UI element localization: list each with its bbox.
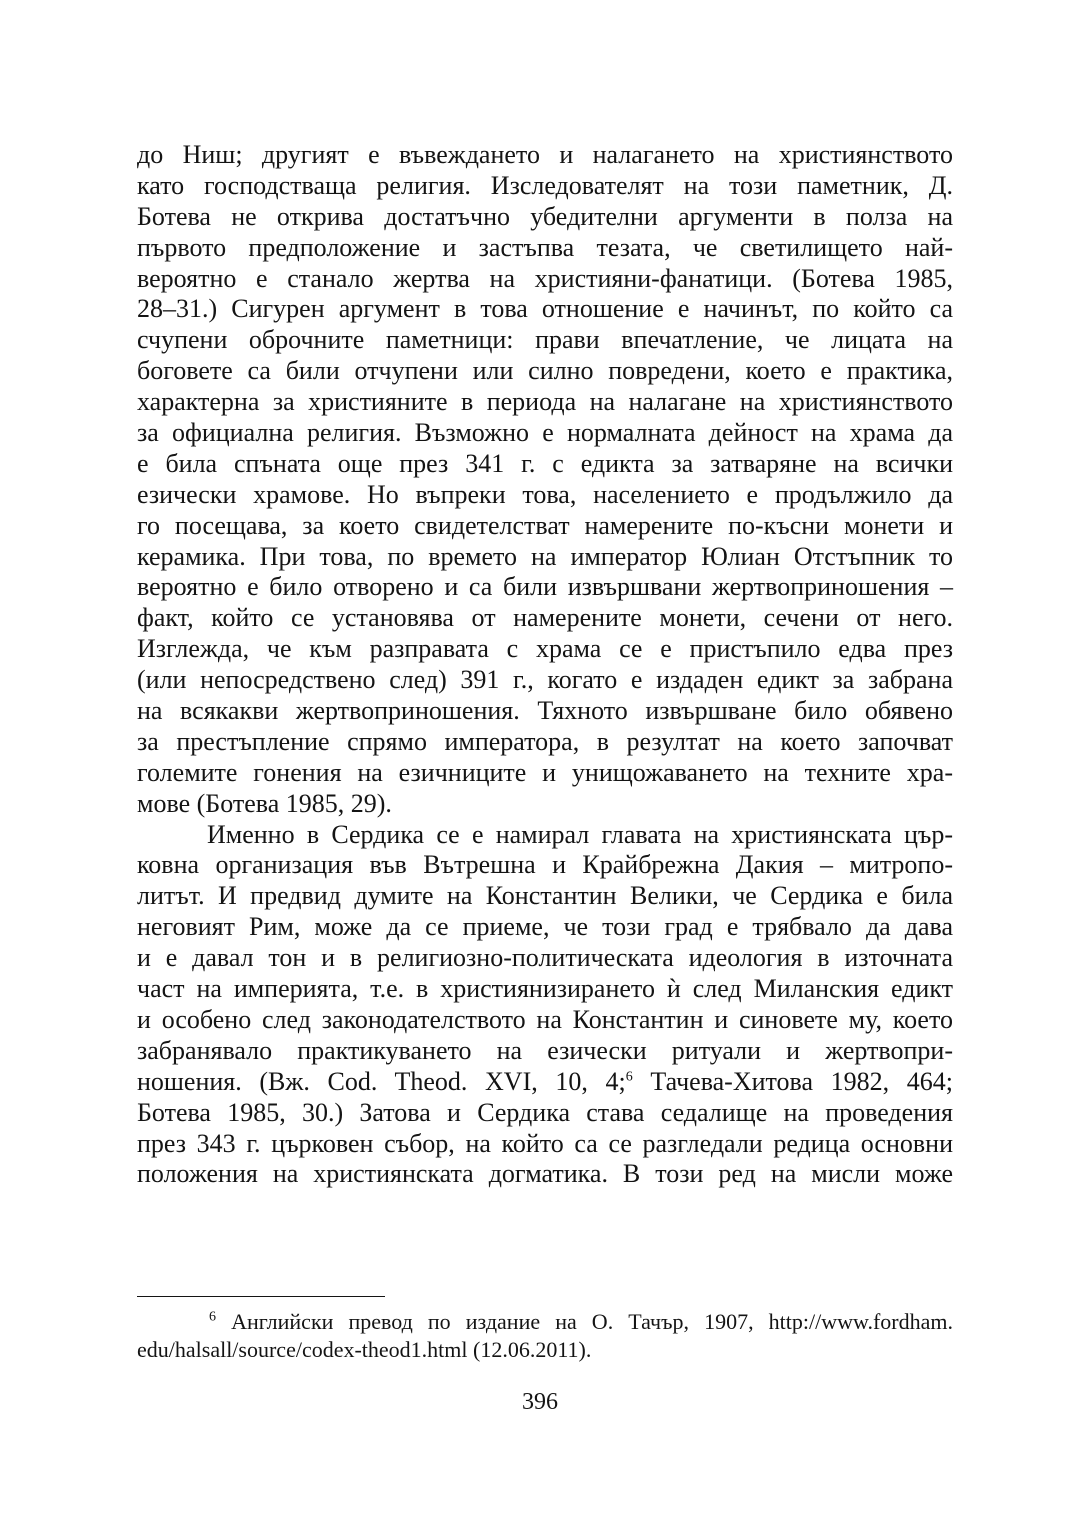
text-line: Изглежда, че към разправата с храма се е пристъпило едва през <box>137 634 953 664</box>
text-line: неговият Рим, може да се приеме, че този град е трябвало да дава <box>137 912 953 942</box>
text-line: литът. И предвид думите на Константин Велики, че Сердика е била <box>137 881 953 911</box>
text-segment: Тачева-Хитова 1982, 464; <box>632 1066 953 1096</box>
text-line: счупени оброчните паметници: прави впечатление, че лицата на <box>137 325 953 355</box>
text-line: големите гонения на езичниците и унищожаването на техните хра- <box>137 757 953 787</box>
text-line: вероятно е станало жертва на християни-фанатици. (Ботева 1985, <box>137 263 953 293</box>
text-line: керамика. При това, по времето на император Юлиан Отстъпник то <box>137 541 953 571</box>
text-line: за престъпление спрямо императора, в резултат на което започват <box>137 726 953 756</box>
text-line: го посещава, за което свидетелстват намерените по-късни монети и <box>137 510 953 540</box>
text-line: ковна организация във Вътрешна и Крайбрежна Дакия – митропо- <box>137 850 953 880</box>
text-line: е била спъната още през 341 г. с едикта за затваряне на всички <box>137 448 953 478</box>
text-line: Ботева 1985, 30.) Затова и Сердика става седалище на проведения <box>137 1097 953 1127</box>
text-line: характерна за християните в периода на налагане на християнството <box>137 387 953 417</box>
text-line: Ботева не открива достатъчно убедителни аргументи в полза на <box>137 201 953 231</box>
text-line: на всякакви жертвоприношения. Тяхното извършване било обявено <box>137 696 953 726</box>
text-line: езически храмове. Но въпреки това, населението е продължило да <box>137 479 953 509</box>
text-line: и е давал тон и в религиозно-политическата идеология в източната <box>137 943 953 973</box>
text-segment: ношения. (Вж. Cod. Theod. XVI, 10, 4; <box>137 1066 626 1096</box>
text-line-with-footnote-ref <box>137 1067 953 1098</box>
text-line: положения на християнската догматика. В този ред на мисли може <box>137 1159 953 1189</box>
text-line: мове (Ботева 1985, 29). <box>137 788 392 818</box>
text-line: за официална религия. Възможно е нормалната дейност на храма да <box>137 418 953 448</box>
text-line: боговете са били отчупени или силно повредени, което е практика, <box>137 356 953 386</box>
footnote-reference[interactable]: 6 <box>625 1069 633 1085</box>
footnote-marker: 6 <box>209 1309 216 1325</box>
footnote-line: edu/halsall/source/codex-theod1.html (12.06.2011). <box>137 1337 592 1362</box>
text-line: (или непосредствено след) 391 г., когато е издаден едикт за забрана <box>137 665 953 695</box>
text-line: и особено след законодателството на Константин и синовете му, което <box>137 1004 953 1034</box>
page-number: 396 <box>522 1389 558 1415</box>
text-line: до Ниш; другият е въвеждането и налагането на християнството <box>137 140 953 169</box>
main-text <box>137 140 953 1190</box>
text-line: Именно в Сердика се е намирал главата на християнската цър- <box>207 819 953 849</box>
footnote-divider <box>137 1296 385 1297</box>
text-line: първото предположение и застъпва тезата, че светилището най- <box>137 232 953 262</box>
footnote-line <box>137 1308 953 1336</box>
text-line: вероятно е било отворено и са били извършвани жертвоприношения – <box>137 572 953 602</box>
footnote <box>137 1308 953 1364</box>
text-line: забранявало практикуването на езически ритуали и жертвопри- <box>137 1035 953 1065</box>
text-line: като господстваща религия. Изследователят на този паметник, Д. <box>137 170 953 200</box>
text-line: част на империята, т.е. в християнизирането ѝ след Миланския едикт <box>137 974 953 1004</box>
text-line: през 343 г. църковен събор, на който са се разгледали редица основни <box>137 1128 953 1158</box>
text-line: факт, който се установява от намерените монети, сечени от него. <box>137 603 953 633</box>
text-line: 28–31.) Сигурен аргумент в това отношение е начинът, по който са <box>137 294 953 324</box>
footnote-text: Английски превод по издание на О. Тачър, 1907, http://www.fordham. <box>216 1309 953 1334</box>
